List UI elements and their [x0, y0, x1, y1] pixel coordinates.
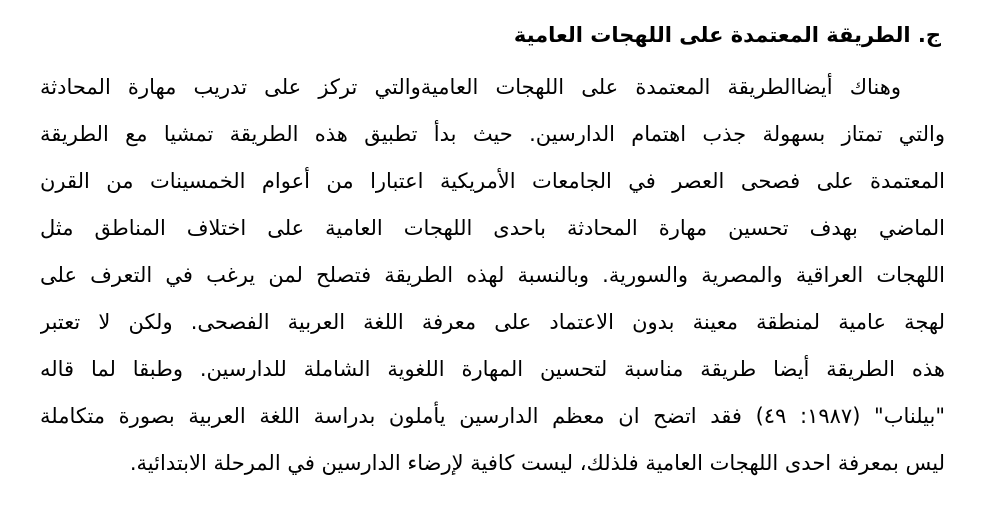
- paragraph-line-6: لهجة عامية لمنطقة معينة بدون الاعتماد على معرفة اللغة العربية الفصحى. ولكن لا تعتبر: [40, 310, 945, 334]
- paragraph-line-4: الماضي بهدف تحسين مهارة المحادثة باحدى اللهجات العامية على اختلاف المناطق مثل: [40, 216, 945, 240]
- paragraph-line-5: اللهجات العراقية والمصرية والسورية. وبالنسبة لهذه الطريقة فتصلح لمن يرغب في التعرف على: [40, 263, 945, 287]
- paragraph-line-7: هذه الطريقة أيضا طريقة مناسبة لتحسين المهارة اللغوية الشاملة للدارسين. وطبقا لما قاله: [40, 357, 945, 381]
- paragraph-line-2: والتي تمتاز بسهولة جذب اهتمام الدارسين. حيث بدأ تطبيق هذه الطريقة تمشيا مع الطريقة: [40, 122, 945, 146]
- paragraph-line-9: ليس بمعرفة احدى اللهجات العامية فلذلك، ليست كافية لإرضاء الدارسين في المرحلة الابتدائية.: [129, 451, 945, 475]
- paragraph-line-8: "بيلناب" (١٩٨٧: ٤٩) فقد اتضح ان معظم الدارسين يأملون بدراسة اللغة العربية بصورة متكاملة: [40, 404, 945, 428]
- paragraph-line-1: وهناك أيضاالطريقة المعتمدة على اللهجات العاميةوالتي تركز على تدريب مهارة المحادثة: [40, 75, 901, 99]
- section-heading: ج. الطريقة المعتمدة على اللهجات العامية: [513, 23, 941, 47]
- paragraph-line-3: المعتمدة على فصحى العصر في الجامعات الأمريكية اعتبارا من أعوام الخمسينات من القرن: [40, 169, 945, 193]
